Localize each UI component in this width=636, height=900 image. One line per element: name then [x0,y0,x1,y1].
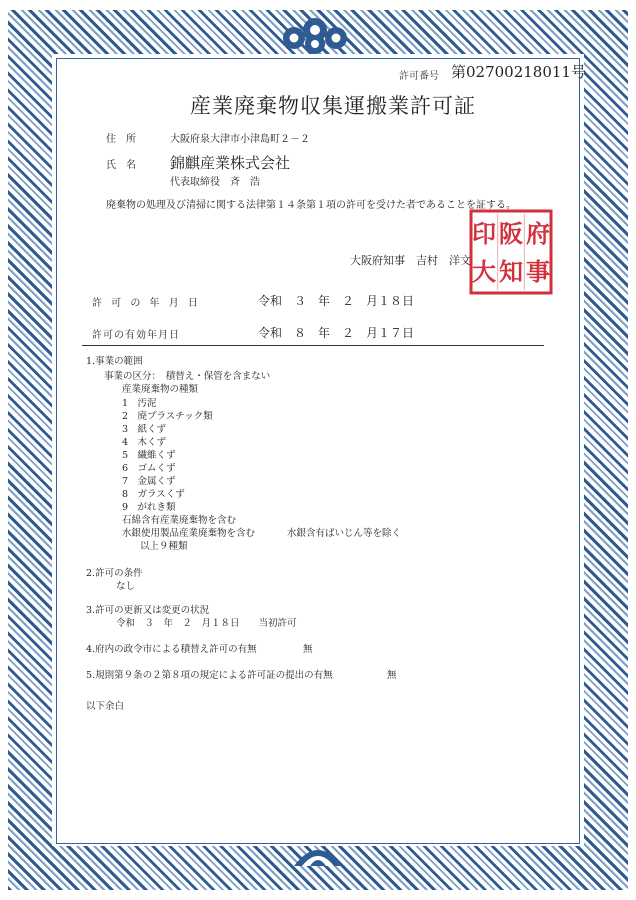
waste-types-title: 産業廃棄物の種類 [122,384,199,395]
renewal-status: 令和 ３ 年 ２ 月１８日 当初許可 [116,618,297,629]
valid-until-label: 許可の有効年月日 [92,330,180,341]
waste-type-item: 1 汚泥 [122,398,157,409]
section-2-title: 2.許可の条件 [86,568,143,579]
address-label: 住 所 [106,134,136,145]
permit-number-label: 許可番号 [399,71,439,82]
document-title: 産業廃棄物収集運搬業許可証 [190,94,476,118]
waste-type-item: 7 金属くず [122,476,176,487]
permit-date: 令和 ３ 年 ２ 月１８日 [258,294,415,308]
waste-type-item: 2 廃プラスチック類 [122,411,213,422]
section-3-title: 3.許可の更新又は変更の状況 [86,605,210,616]
mercury-dust-note: 水銀含有ばいじん等を除く [287,528,402,539]
transfer-permit-value: 無 [303,644,313,655]
waste-type-item: 3 紙くず [122,424,167,435]
conditions-value: なし [116,581,136,592]
end-note: 以下余白 [86,701,125,712]
seal-char: 事 [526,257,550,286]
seal-char: 大 [472,257,496,286]
address-value: 大阪府泉大津市小津島町２－２ [170,134,310,145]
governor-name: 大阪府知事 吉村 洋文 [350,254,471,267]
permit-number: 第02700218011号 [451,63,586,81]
section-1-title: 1.事業の範囲 [86,356,143,367]
representative: 代表取締役 斉 浩 [170,177,260,188]
waste-type-item: 6 ゴムくず [122,463,176,474]
certification-statement: 廃棄物の処理及び清掃に関する法律第１４条第１項の許可を受けた者であることを証する。 [106,200,516,211]
types-total: 以上９種類 [140,541,188,552]
divider [82,345,544,346]
waste-type-item: 5 繊維くず [122,450,176,461]
permit-date-label: 許 可 の 年 月 日 [92,298,201,309]
valid-until: 令和 ８ 年 ２ 月１７日 [258,326,415,340]
seal-char: 阪 [499,219,523,248]
osaka-emblem-icon [280,14,350,56]
seal-char: 府 [526,219,550,248]
bottom-ornament-icon [292,842,344,868]
waste-type-item: 4 木くず [122,437,167,448]
company-name: 錦麒産業株式会社 [170,154,291,172]
seal-char: 印 [472,219,496,248]
waste-type-item: 8 ガラスくず [122,489,185,500]
submission-value: 無 [387,670,397,681]
mercury-products-note: 水銀使用製品産業廃棄物を含む [122,528,256,539]
business-category: 事業の区分： 積替え・保管を含まない [104,371,271,382]
name-label: 氏 名 [106,160,136,171]
section-4-title: 4.府内の政令市による積替え許可の有無 [86,644,257,655]
seal-char: 知 [499,257,523,286]
asbestos-note: 石綿含有産業廃棄物を含む [122,515,237,526]
section-5-title: 5.規則第９条の２第８項の規定による許可証の提出の有無 [86,670,333,681]
official-seal-icon [468,208,554,296]
waste-type-item: 9 がれき類 [122,502,176,513]
